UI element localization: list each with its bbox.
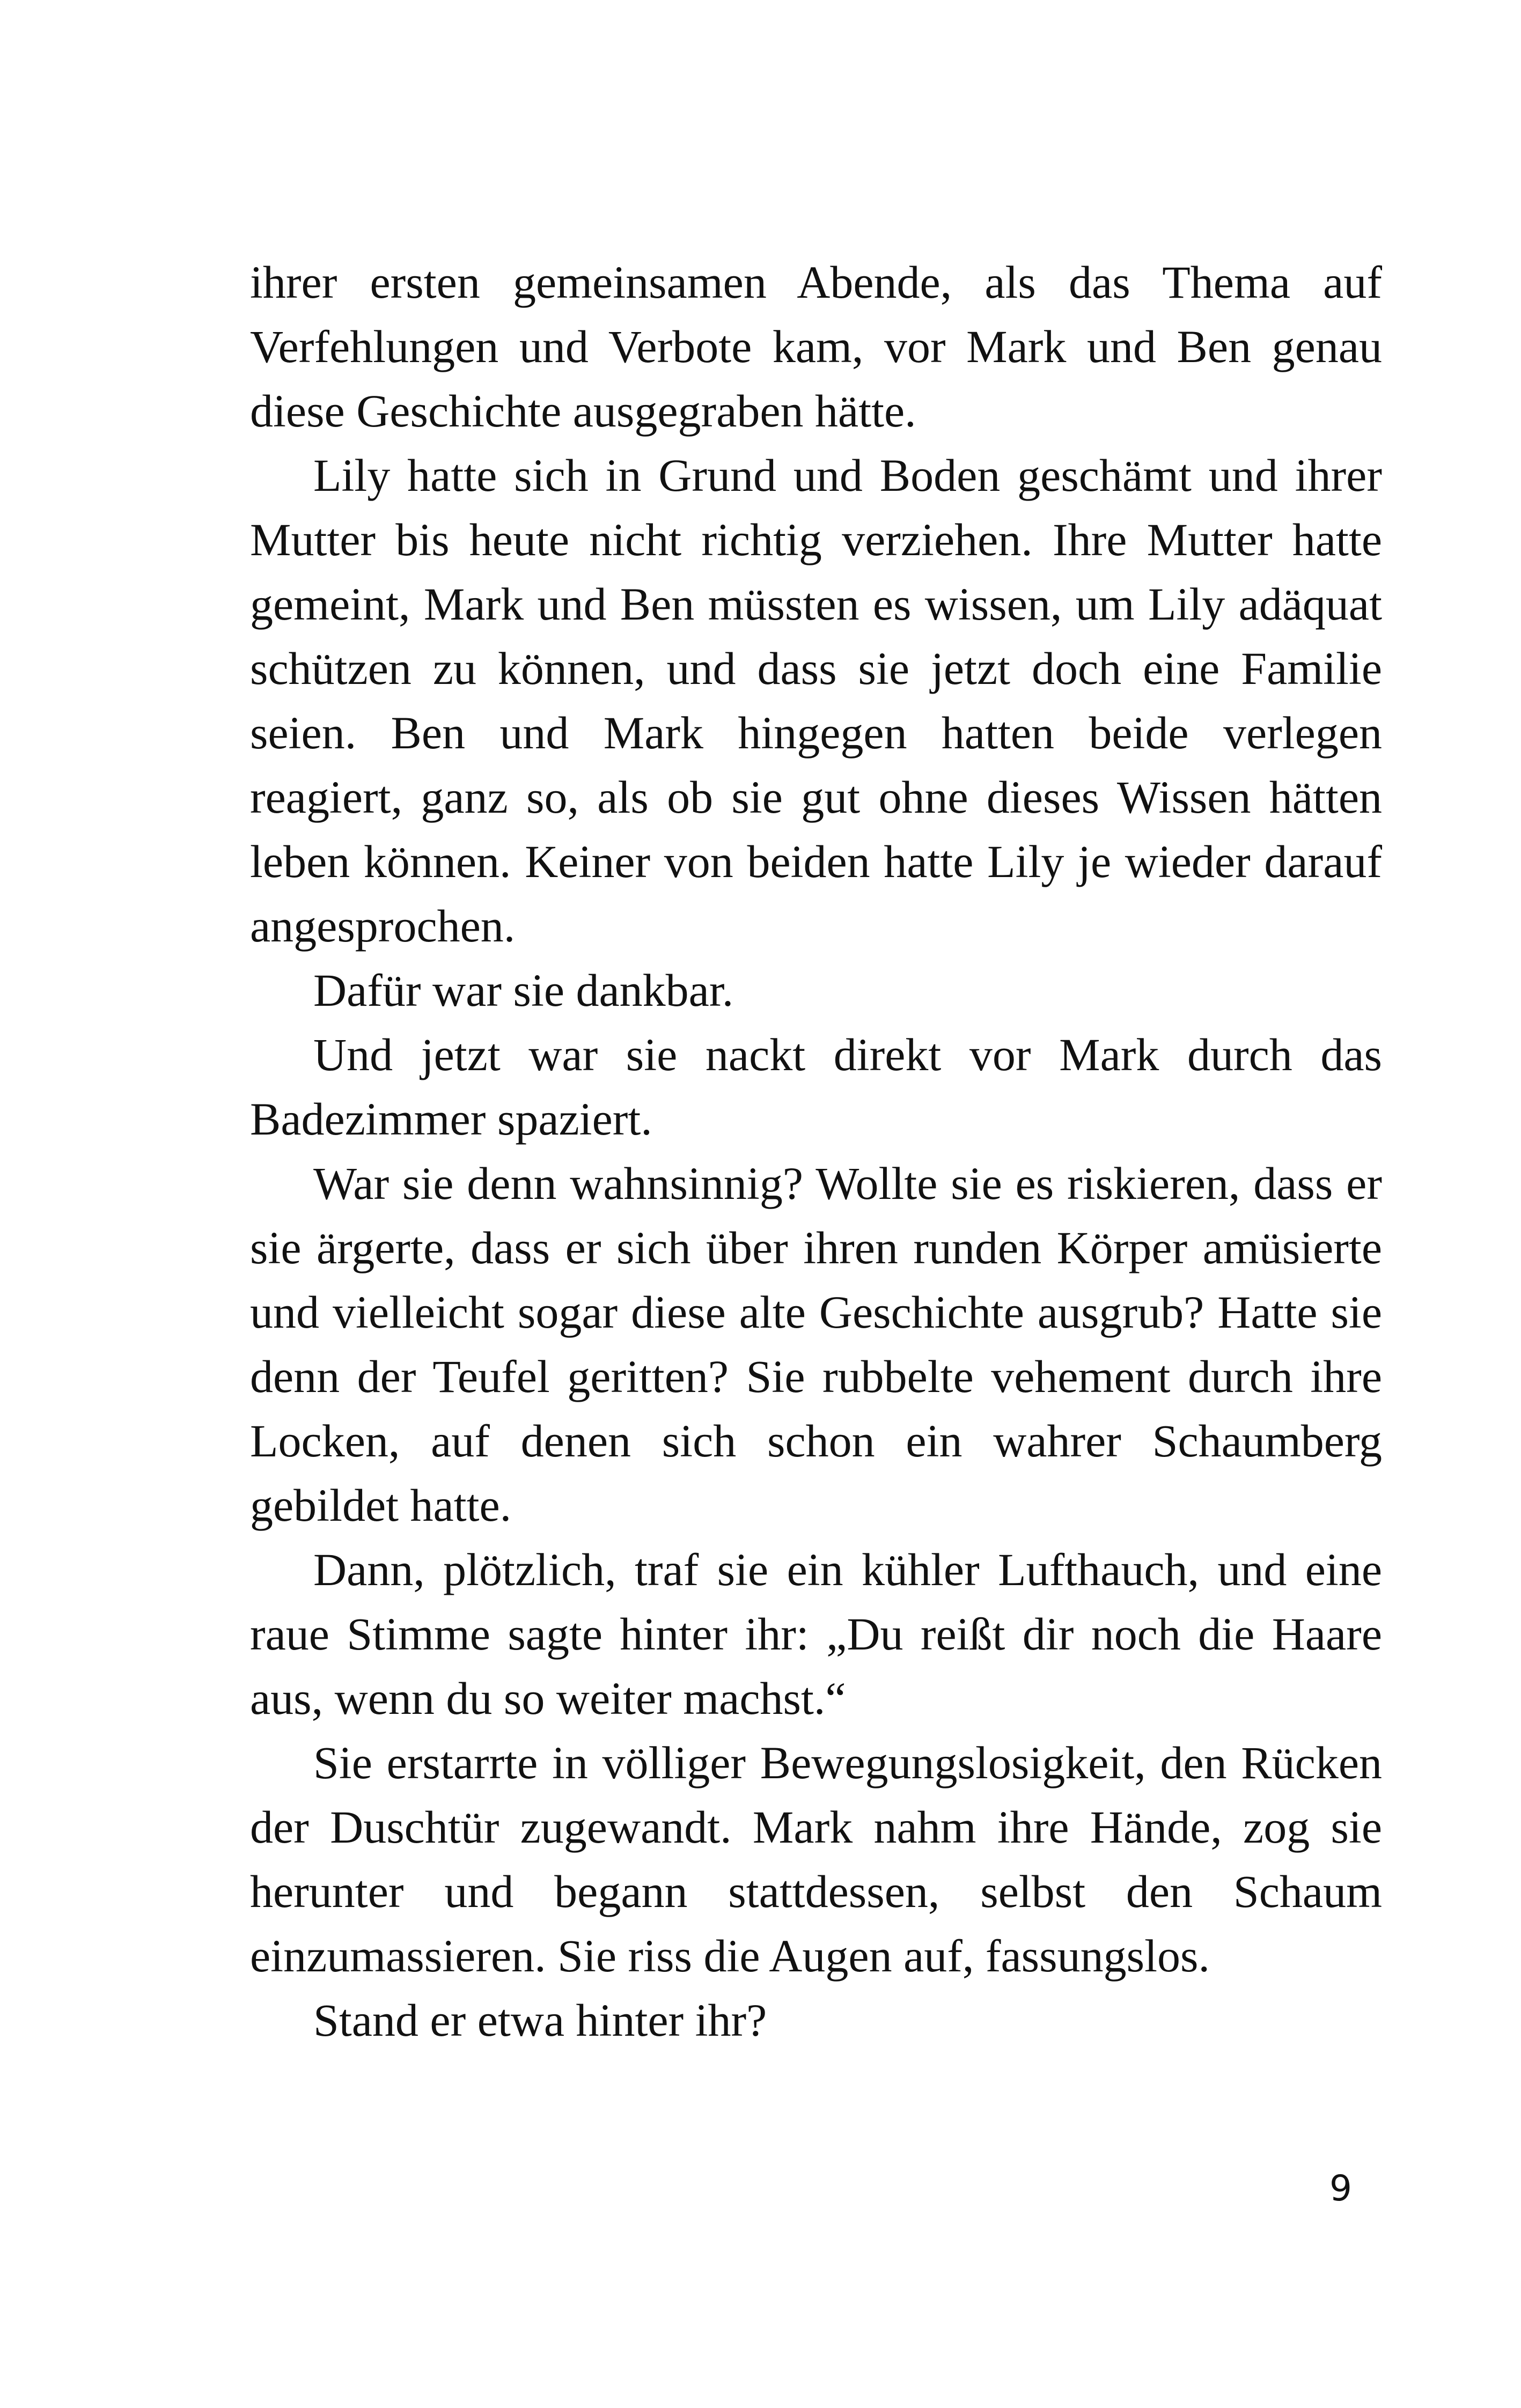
paragraph-8: Stand er etwa hinter ihr? (313, 1994, 767, 2046)
body-text (250, 250, 1382, 2052)
paragraph-4: Und jetzt war sie nackt direkt vor Mark durch das Badezimmer spaziert. (250, 1029, 1382, 1145)
paragraph-3: Dafür war sie dankbar. (313, 964, 734, 1016)
paragraph-1: ihrer ersten gemeinsamen Abende, als das Thema auf Verfehlungen und Verbote kam, vor Mark und Ben genau diese Geschichte ausgegraben hätte. (250, 256, 1382, 437)
paragraph-7: Sie erstarrte in völliger Bewegungslosigkeit, den Rücken der Duschtür zugewandt. Mark nahm ihre Hände, zog sie herunter und begann stattdessen, selbst den Schaum einzumassieren. Sie riss die Augen auf, fassungslos. (250, 1737, 1382, 1982)
paragraph-2: Lily hatte sich in Grund und Boden geschämt und ihrer Mutter bis heute nicht richtig verziehen. Ihre Mutter hatte gemeint, Mark und Ben müssten es wissen, um Lily adäquat schützen zu können, und dass sie jetzt doch eine Familie seien. Ben und Mark hingegen hatten beide verlegen reagiert, ganz so, als ob sie gut ohne dieses Wissen hätten leben können. Keiner von beiden hatte Lily je wieder darauf angesprochen. (250, 450, 1382, 952)
paragraph-5: War sie denn wahnsinnig? Wollte sie es riskieren, dass er sie ärgerte, dass er sich über ihren runden Körper amüsierte und vielleicht sogar diese alte Geschichte ausgrub? Hatte sie denn der Teufel geritten? Sie rubbelte vehement durch ihre Locken, auf denen sich schon ein wahrer Schaumberg gebildet hatte. (250, 1158, 1382, 1531)
paragraph-6: Dann, plötzlich, traf sie ein kühler Lufthauch, und eine raue Stimme sagte hinter ihr: „Du reißt dir noch die Haare aus, wenn du so weiter machst.“ (250, 1544, 1382, 1724)
page-number: 9 (1329, 2168, 1352, 2209)
